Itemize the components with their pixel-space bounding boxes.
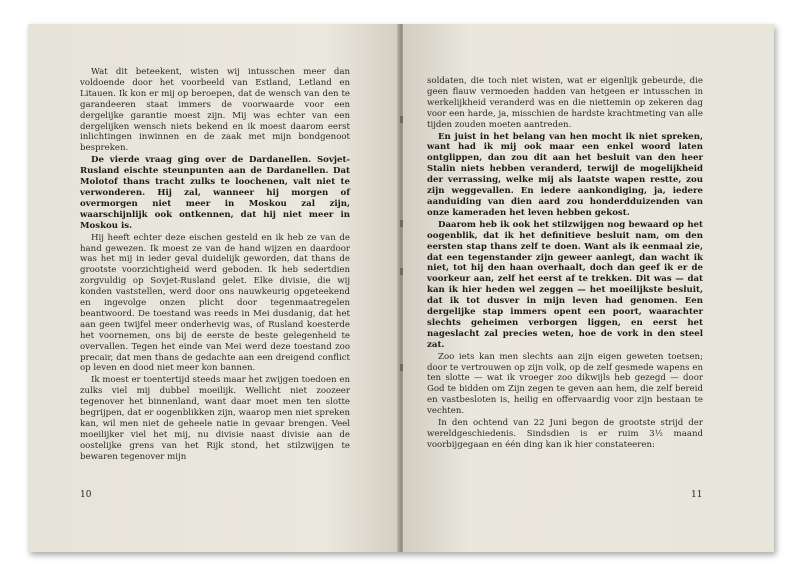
page-number: 11 (691, 490, 703, 500)
page-number: 10 (80, 490, 92, 500)
paragraph: En juist in het belang van hen mocht ik niet spreken, want had ik mij ook maar een enkel woord laten ontglippen, dan zou dit aan het besluit van den heer Stalin niets hebben veranderd, terwijl de mogelijkheid der verrassing, welke mij als laatste wapen restte, zou zijn weggevallen. En iedere aankondiging, ja, iedere aanduiding van dien aard zou honderdduizenden van onze kameraden het leven hebben gekost. (427, 131, 703, 218)
paragraph: Daarom heb ik ook het stilzwijgen nog bewaard op het oogenblik, dat ik het definitieve besluit nam, om den eersten stap thans zelf te doen. Want als ik eenmaal zie, dat een tegenstander zijn geweer aanlegt, dan wacht ik niet, tot hij den haan overhaalt, doch dan geef ik er de voorkeur aan, zelf het eerst af te trekken. Dit was — dat kan ik hier heden wel zeggen — het moeilijkste besluit, dat ik tot dusver in mijn leven had genomen. Een dergelijke stap immers opent een poort, waarachter slechts geheimen verborgen liggen, en eerst het nageslacht zal precies weten, hoe de vork in den steel zat. (427, 219, 703, 350)
paragraph: Zoo iets kan men slechts aan zijn eigen geweten toetsen; door te vertrouwen op zijn volk, op de zelf gesmede wapens en ten slotte — wat ik vroeger zoo dikwijls heb gezegd — door God te bidden om Zijn zegen te geven aan hem, die zelf bereid en vastbesloten is, heilig en offervaardig voor zijn bestaan te vechten. (427, 351, 703, 417)
left-page-text (80, 67, 350, 464)
open-book (28, 24, 774, 552)
right-page (403, 24, 774, 552)
paragraph: De vierde vraag ging over de Dardanellen. Sovjet-Rusland eischte steunpunten aan de Dardanellen. Dat Molotof thans tracht zulks te loochenen, valt niet te verwonderen. Hij zal, wanneer hij morgen of overmorgen niet meer in Moskou zal zijn, waarschijnlijk ook ontkennen, dat hij niet meer in Moskou is. (80, 155, 350, 231)
left-page (28, 24, 399, 552)
paragraph: Ik moest er toentertijd steeds maar het zwijgen toedoen en zulks viel mij dubbel moeilijk. Wellicht niet zoozeer tegenover het binnenland, want daar moet men ten slotte begrijpen, dat er oogenblikken zijn, waarop men niet spreken kan, wil men niet de geheele natie in gevaar brengen. Veel moeilijker viel het mij, nu divisie naast divisie aan de oostelijke grens van het Rijk stond, het stilzwijgen te bewaren tegenover mijn (80, 375, 350, 462)
right-page-text (427, 76, 703, 452)
paragraph: In den ochtend van 22 Juni begon de grootste strijd der wereldgeschiedenis. Sindsdien is er ruim 3½ maand voorbijgegaan en één ding kan ik hier constateeren: (427, 418, 703, 450)
paragraph: Wat dit beteekent, wisten wij intusschen meer dan voldoende door het voorbeeld van Estland, Letland en Litauen. Ik kon er mij op beroepen, dat de wensch van den te garandeeren staat immers de voorwaarde voor een dergelijke garantie moest zijn. Mij was echter van een dergelijken wensch niets bekend en ik moest daarom eerst inlichtingen inwinnen en de zaak met mijn bondgenoot bespreken. (80, 67, 350, 154)
paragraph: soldaten, die toch niet wisten, wat er eigenlijk gebeurde, die geen flauw vermoeden hadden van hetgeen er intusschen in werkelijkheid veranderd was en die niettemin op zekeren dag voor een harde, ja, misschien de hardste krachtmeting van alle tijden zouden moeten aantreden. (427, 76, 703, 130)
paragraph: Hij heeft echter deze eischen gesteld en ik heb ze van de hand gewezen. Ik moest ze van de hand wijzen en daardoor was het mij in ieder geval duidelijk geworden, dat thans de grootste voorzichtigheid werd geboden. Ik heb sedertdien zorgvuldig op Sovjet-Rusland gelet. Elke divisie, die wij konden vaststellen, werd door ons nauwkeurig opgeteekend en ingevolge onzen plicht door tegenmaatregelen beantwoord. De toestand was reeds in Mei dusdanig, dat het aan geen twijfel meer onderhevig was, of Rusland koesterde het voornemen, ons bij de eerste de beste gelegenheid te overvallen. Tegen het einde van Mei werd deze toestand zoo precair, dat men thans de gedachte aan een dreigend conflict op leven en dood niet meer kon bannen. (80, 232, 350, 374)
